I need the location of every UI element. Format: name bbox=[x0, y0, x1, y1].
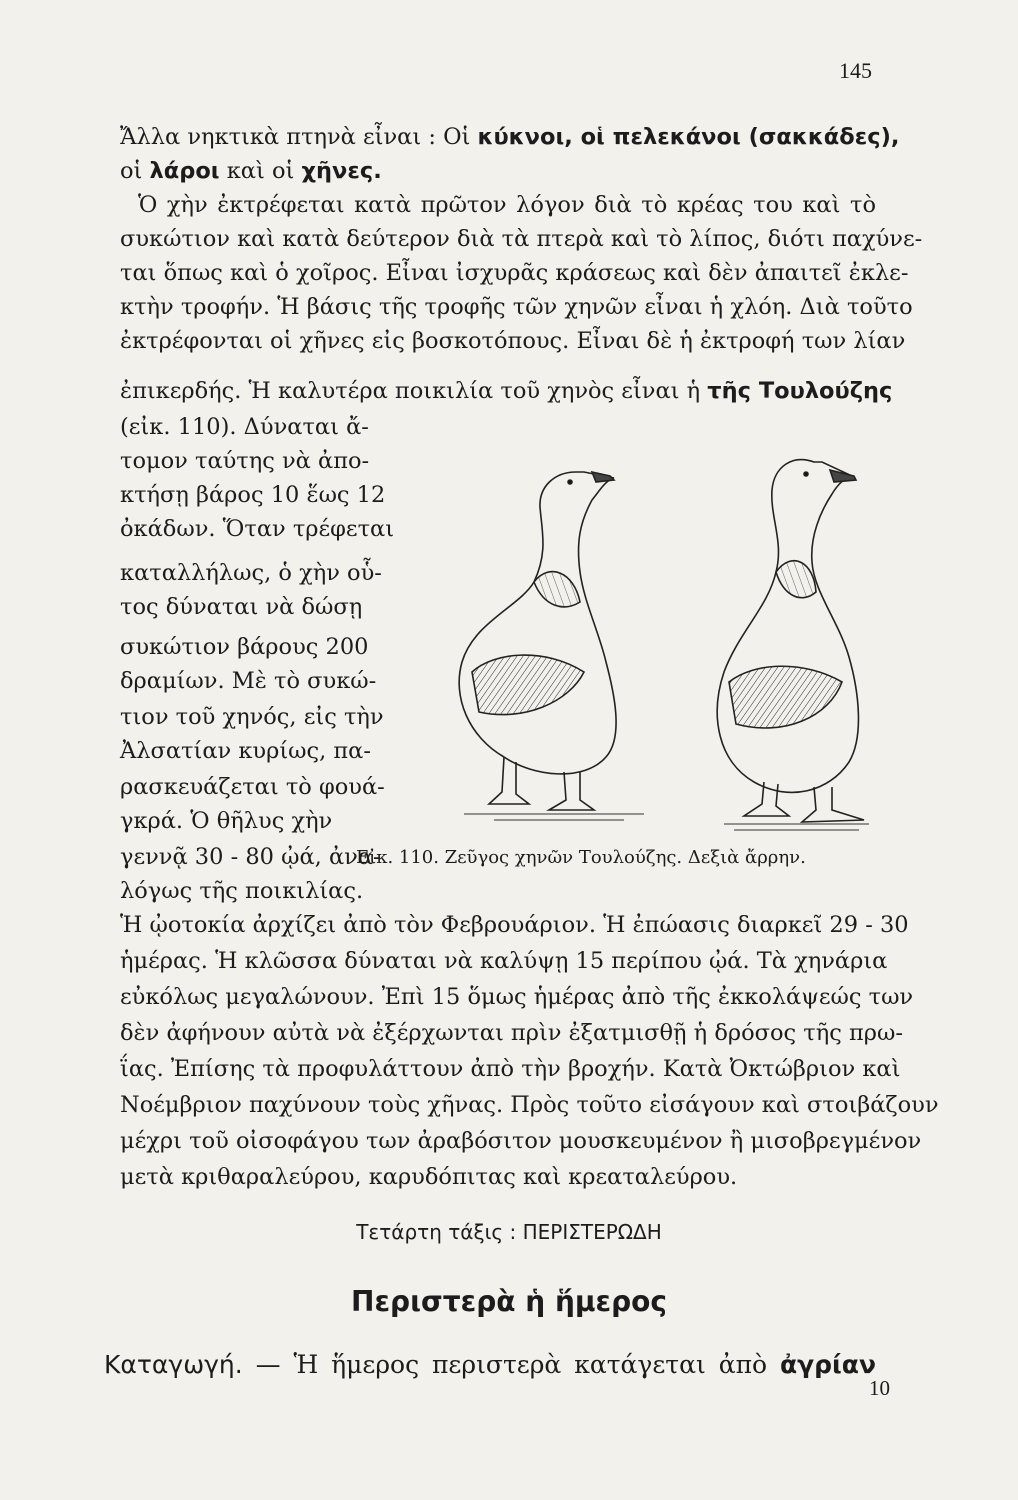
paragraph2-line: ται ὅπως καὶ ὁ χοῖρος. Εἶναι ἰσχυρᾶς κράσεως καὶ δὲν ἀπαιτεῖ ἐκλε- bbox=[120, 260, 909, 286]
column-line: δραμίων. Μὲ τὸ συκώ- bbox=[120, 668, 377, 694]
paragraph3-line: Ἡ ᾠοτοκία ἀρχίζει ἀπὸ τὸν Φεβρουάριον. Ἡ ἐπώασις διαρκεῖ 29 - 30 bbox=[120, 912, 909, 938]
paragraph3-line: ἡμέρας. Ἡ κλῶσσα δύναται νὰ καλύψῃ 15 περίπου ᾠά. Τὰ χηνάρια bbox=[120, 948, 888, 974]
column-line: λόγως τῆς ποικιλίας. bbox=[120, 878, 364, 904]
goose-male bbox=[717, 460, 864, 822]
paragraph3-line: μέχρι τοῦ οἰσοφάγου των ἀραβόσιτον μουσκευμένον ἢ μισοβρεγμένον bbox=[120, 1128, 922, 1154]
paragraph2-line: ἐκτρέφονται οἱ χῆνες εἰς βοσκοτόπους. Εἶναι δὲ ἡ ἐκτροφή των λίαν bbox=[120, 328, 906, 354]
column-line: τος δύναται νὰ δώσῃ bbox=[120, 594, 363, 620]
order-heading: Τετάρτη τάξις : ΠΕΡΙΣΤΕΡΩΔΗ bbox=[356, 1220, 662, 1244]
paragraph3-line: εὐκόλως μεγαλώνουν. Ἐπὶ 15 ὅμως ἡμέρας ἀπὸ τῆς ἐκκολάψεώς των bbox=[120, 984, 914, 1010]
signature-mark: 10 bbox=[869, 1376, 890, 1400]
paragraph1-line-2: οἱ λάροι καὶ οἱ χῆνες. bbox=[120, 158, 382, 184]
column-line: ρασκευάζεται τὸ φουά- bbox=[120, 774, 385, 800]
column-line: γκρά. Ὁ θῆλυς χὴν bbox=[120, 808, 333, 834]
column-line: Ἀλσατίαν κυρίως, πα- bbox=[120, 738, 371, 764]
paragraph2-line: συκώτιον καὶ κατὰ δεύτερον διὰ τὰ πτερὰ καὶ τὸ λίπος, διότι παχύνε- bbox=[120, 226, 923, 252]
column-line: γεννᾷ 30 - 80 ᾠά, ἀνα- bbox=[120, 844, 381, 870]
paragraph2-line: Ὁ χὴν ἐκτρέφεται κατὰ πρῶτον λόγον διὰ τὸ κρέας του καὶ τὸ bbox=[138, 192, 876, 218]
page-number: 145 bbox=[839, 58, 872, 83]
paragraph3-line: μετὰ κριθαραλεύρου, καρυδόπιτας καὶ κρεαταλεύρου. bbox=[120, 1164, 738, 1190]
last-line: Καταγωγή. — Ἡ ἥμερος περιστερὰ κατάγεται ἀπὸ ἀγρίαν bbox=[104, 1350, 876, 1379]
figure-caption: Εἰκ. 110. Ζεῦγος χηνῶν Τουλούζης. Δεξιὰ ἄρρην. bbox=[356, 847, 806, 868]
column-line: τομον ταύτης νὰ ἀπο- bbox=[120, 448, 370, 474]
paragraph3-line: δὲν ἀφήνουν αὐτὰ νὰ ἐξέρχωνται πρὶν ἐξατμισθῇ ἡ δρόσος τῆς πρω- bbox=[120, 1020, 903, 1046]
paragraph1-line-1: Ἄλλα νηκτικὰ πτηνὰ εἶναι : Οἱ κύκνοι, οἱ πελεκάνοι (σακκάδες), bbox=[120, 124, 900, 150]
paragraph3-line: ΐας. Ἐπίσης τὰ προφυλάττουν ἀπὸ τὴν βροχήν. Κατὰ Ὀκτώβριον καὶ bbox=[120, 1056, 901, 1082]
column-line: κτήσῃ βάρος 10 ἕως 12 bbox=[120, 482, 386, 508]
column-line: (εἰκ. 110). Δύναται ἄ- bbox=[120, 414, 369, 440]
paragraph2-line: κτὴν τροφήν. Ἡ βάσις τῆς τροφῆς τῶν χηνῶν εἶναι ἡ χλόη. Διὰ τοῦτο bbox=[120, 294, 913, 320]
toulouse-geese-illustration bbox=[344, 432, 874, 842]
column-line: καταλλήλως, ὁ χὴν οὗ- bbox=[120, 560, 382, 586]
column-line: ὀκάδων. Ὅταν τρέφεται bbox=[120, 516, 395, 542]
paragraph2-line: ἐπικερδής. Ἡ καλυτέρα ποικιλία τοῦ χηνὸς εἶναι ἡ τῆς Τουλούζης bbox=[120, 378, 893, 404]
column-line: τιον τοῦ χηνός, εἰς τὴν bbox=[120, 704, 384, 730]
goose-female bbox=[459, 472, 616, 810]
section-title: Περιστερὰ ἡ ἥμερος bbox=[351, 1285, 667, 1318]
column-line: συκώτιον βάρους 200 bbox=[120, 634, 369, 660]
paragraph3-line: Νοέμβριον παχύνουν τοὺς χῆνας. Πρὸς τοῦτο εἰσάγουν καὶ στοιβάζουν bbox=[120, 1092, 939, 1118]
